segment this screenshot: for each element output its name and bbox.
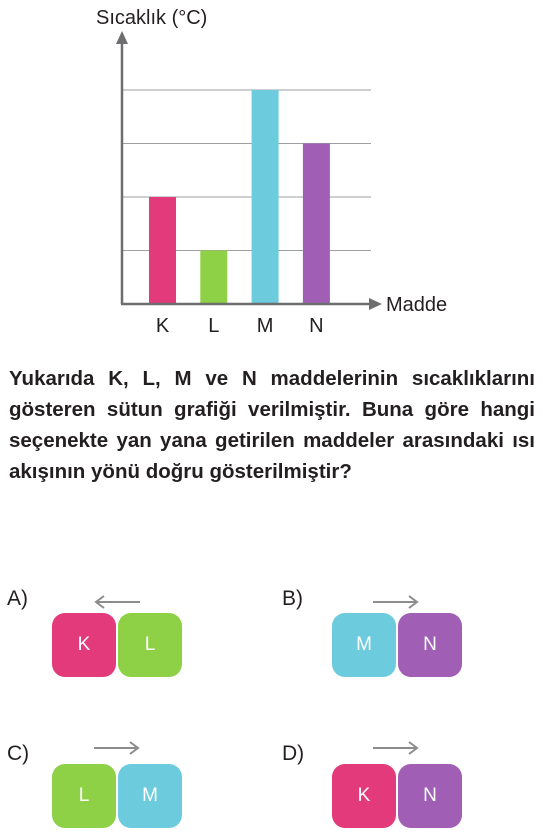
option-b-block-1: M bbox=[332, 613, 396, 677]
option-b-letter: B) bbox=[282, 587, 303, 610]
bar-k bbox=[149, 197, 176, 304]
x-axis-label: Madde bbox=[386, 294, 448, 316]
option-c-letter: C) bbox=[7, 742, 30, 765]
y-axis-arrowhead bbox=[116, 31, 128, 44]
option-a-block-1: K bbox=[52, 613, 116, 677]
option-b-block-2: N bbox=[398, 613, 462, 677]
bar-n bbox=[303, 144, 330, 305]
x-tick-label-l: L bbox=[208, 315, 220, 337]
right-arrow-icon bbox=[371, 741, 431, 755]
x-tick-labels bbox=[156, 315, 324, 337]
option-d-letter: D) bbox=[282, 742, 305, 765]
option-a[interactable] bbox=[0, 580, 270, 690]
option-d-block-1: K bbox=[332, 764, 396, 828]
option-c-block-1: L bbox=[52, 764, 116, 828]
option-d[interactable] bbox=[275, 735, 540, 835]
bar-l bbox=[200, 251, 227, 305]
option-b[interactable] bbox=[275, 580, 540, 690]
option-a-letter: A) bbox=[7, 587, 28, 610]
option-c-block-2: M bbox=[118, 764, 182, 828]
option-d-block-2: N bbox=[398, 764, 462, 828]
option-a-block-2: L bbox=[118, 613, 182, 677]
left-arrow-icon bbox=[92, 595, 152, 609]
y-axis-label: Sıcaklık (°C) bbox=[96, 7, 208, 29]
x-tick-label-n: N bbox=[309, 315, 324, 337]
right-arrow-icon bbox=[92, 741, 152, 755]
bar-m bbox=[252, 90, 279, 304]
temperature-bar-chart bbox=[0, 0, 543, 345]
option-c[interactable] bbox=[0, 735, 270, 835]
x-axis-arrowhead bbox=[369, 298, 382, 310]
right-arrow-icon bbox=[371, 595, 431, 609]
question-text: Yukarıda K, L, M ve N maddelerinin sıcaklıklarını gösteren sütun grafiği verilmiştir. Buna göre hangi seçenekte yan yana getirilen maddeler arasındaki ısı akışının yönü doğru gösterilmiştir? bbox=[9, 367, 535, 483]
x-tick-label-k: K bbox=[155, 315, 170, 337]
x-tick-label-m: M bbox=[256, 315, 274, 337]
